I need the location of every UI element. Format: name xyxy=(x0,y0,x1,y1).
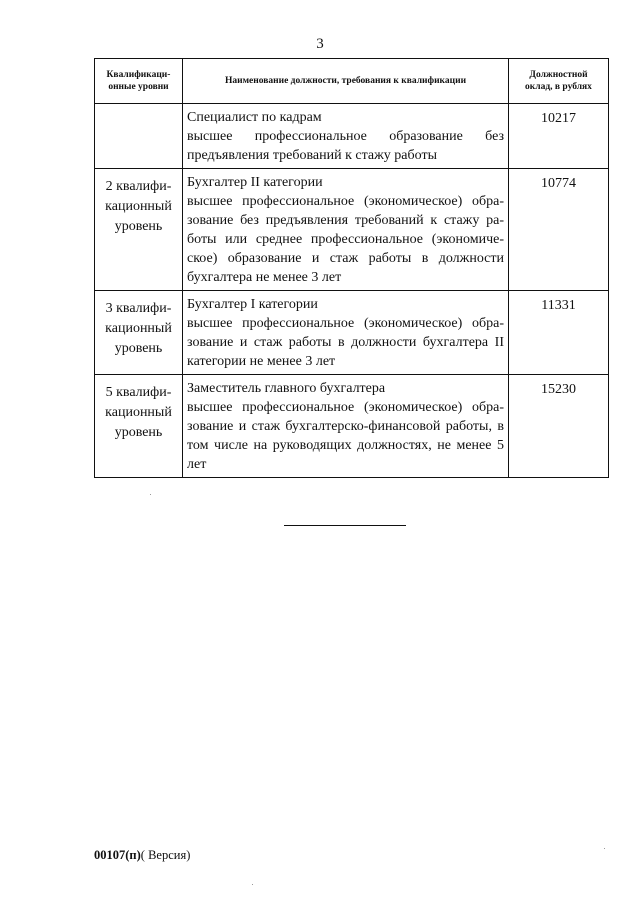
row-requirements xyxy=(183,104,509,169)
table-row xyxy=(95,104,609,169)
separator-line xyxy=(284,525,406,526)
requirements-text: высшее профессиональное (экономическое) обра-зование и стаж работы в должности бухгалтера II категории не менее 3 лет xyxy=(187,316,504,369)
document-code xyxy=(94,848,190,863)
header-qualification-level-text: Квалификаци- онные уровни xyxy=(106,70,171,92)
row-salary: 10217 xyxy=(509,104,609,169)
row-level xyxy=(95,169,183,291)
page-number: 3 xyxy=(316,36,324,52)
position-title: Заместитель главного бухгалтера xyxy=(187,381,386,396)
row-salary: 10774 xyxy=(509,169,609,291)
table-header-row xyxy=(95,59,609,104)
document-version: ( Версия) xyxy=(140,848,191,862)
row-level-text: 3 квалифи- кационный уровень xyxy=(105,301,172,356)
requirements-text: высшее профессиональное образование без предъявления требований к стажу работы xyxy=(187,129,504,163)
row-level xyxy=(95,104,183,169)
row-requirements xyxy=(183,291,509,375)
header-salary-text: Должностной оклад, в рублях xyxy=(525,70,592,92)
row-requirements xyxy=(183,375,509,478)
row-level-text: 5 квалифи- кационный уровень xyxy=(105,385,172,440)
position-title: Специалист по кадрам xyxy=(187,110,322,125)
row-requirements xyxy=(183,169,509,291)
row-level xyxy=(95,375,183,478)
row-salary: 11331 xyxy=(509,291,609,375)
header-position-requirements-text: Наименование должности, требования к квалификации xyxy=(224,76,467,86)
scan-speck xyxy=(604,848,605,849)
document-code-number: 00107(п) xyxy=(94,848,141,862)
requirements-text: высшее профессиональное (экономическое) обра-зование и стаж бухгалтерско-финансовой работы, в том числе на руководящих должностях, не менее 5 лет xyxy=(187,400,504,472)
table-row xyxy=(95,375,609,478)
table-row xyxy=(95,169,609,291)
scan-speck xyxy=(150,494,151,495)
table-row xyxy=(95,291,609,375)
position-title: Бухгалтер I категории xyxy=(187,297,318,312)
row-level xyxy=(95,291,183,375)
header-position-requirements xyxy=(183,59,509,104)
row-salary: 15230 xyxy=(509,375,609,478)
header-salary xyxy=(509,59,609,104)
requirements-text: высшее профессиональное (экономическое) обра-зование без предъявления требований к стажу ра-боты или среднее профессиональное (экономиче-ское) образование и стаж работы в должности бухгалтера не менее 3 лет xyxy=(187,194,504,285)
salary-table xyxy=(94,58,609,478)
header-qualification-level xyxy=(95,59,183,104)
position-title: Бухгалтер II категории xyxy=(187,175,323,190)
row-level-text: 2 квалифи- кационный уровень xyxy=(105,179,172,234)
scan-speck xyxy=(252,884,253,885)
